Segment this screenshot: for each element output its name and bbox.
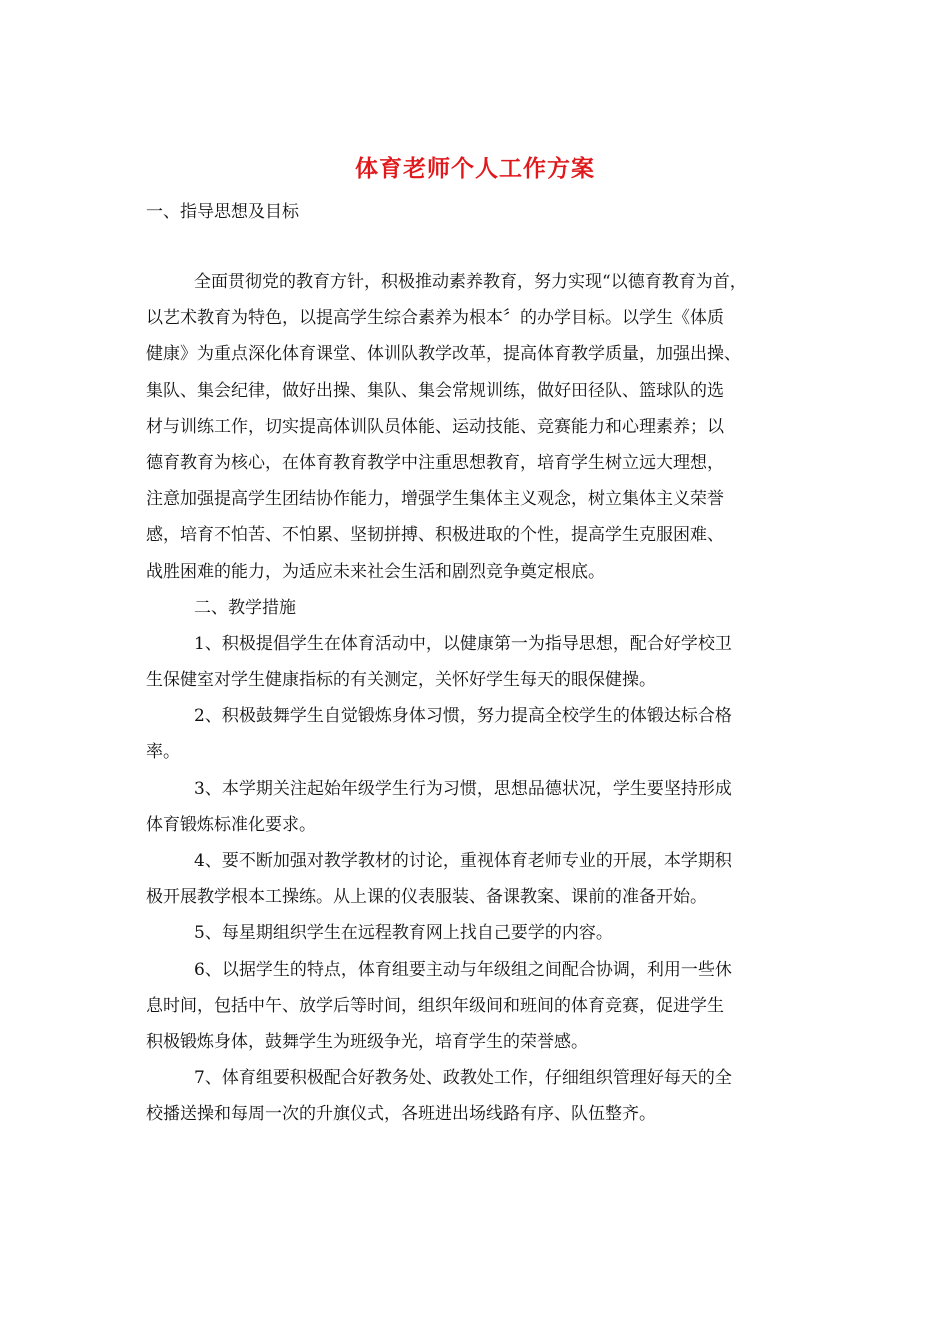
body-line: 息时间，包括中午、放学后等时间，组织年级间和班间的体育竞赛，促进学生: [146, 995, 724, 1016]
body-line: 校播送操和每周一次的升旗仪式，各班进出场线路有序、队伍整齐。: [146, 1104, 656, 1125]
body-line: 4、要不断加强对教学教材的讨论，重视体育老师专业的开展，本学期积: [194, 851, 732, 871]
body-line: 材与训练工作，切实提高体训队员体能、运动技能、竞赛能力和心理素养；以: [146, 416, 724, 437]
body-line: 积极锻炼身体，鼓舞学生为班级争光，培育学生的荣誉感。: [146, 1031, 588, 1052]
body-line: 全面贯彻党的教育方针，积极推动素养教育，努力实现“以德育教育为首，: [194, 272, 747, 292]
body-line: 1、积极提倡学生在体育活动中，以健康第一为指导思想，配合好学校卫: [194, 633, 732, 654]
body-line: 集队、集会纪律，做好出操、集队、集会常规训练，做好田径队、篮球队的选: [146, 380, 724, 401]
body-line: 德育教育为核心，在体育教育教学中注重思想教育，培育学生树立远大理想，: [146, 452, 724, 473]
body-line: 5、每星期组织学生在远程教育网上找自己要学的内容。: [194, 923, 613, 944]
body-line: 战胜困难的能力，为适应未来社会生活和剧烈竞争奠定根底。: [146, 561, 605, 582]
body-line: 感，培育不怕苦、不怕累、坚韧拼搏、积极进取的个性，提高学生克服困难、: [146, 525, 724, 546]
document-title: 体育老师个人工作方案: [355, 155, 595, 182]
body-line: 7、体育组要积极配合好教务处、政教处工作，仔细组织管理好每天的全: [194, 1068, 732, 1089]
body-line: 6、以据学生的特点，体育组要主动与年级组之间配合协调，利用一些休: [194, 959, 732, 980]
body-line: 以艺术教育为特色，以提高学生综合素养为根本〞的办学目标。以学生《体质: [146, 308, 724, 329]
document-body: [146, 264, 814, 1133]
body-line: 2、积极鼓舞学生自觉锻炼身体习惯，努力提高全校学生的体锻达标合格: [194, 706, 732, 727]
body-line: 健康》为重点深化体育课堂、体训队教学改革，提高体育教学质量，加强出操、: [146, 344, 741, 365]
body-line: 体育锻炼标准化要求。: [146, 814, 316, 835]
body-line: 率。: [146, 742, 180, 763]
section-heading-guiding-thoughts: 一、指导思想及目标: [146, 202, 299, 222]
body-line: 二、教学措施: [194, 597, 296, 618]
body-line: 生保健室对学生健康指标的有关测定，关怀好学生每天的眼保健操。: [146, 670, 656, 691]
body-line: 极开展教学根本工操练。从上课的仪表服装、备课教案、课前的准备开始。: [146, 887, 707, 908]
body-line: 3、本学期关注起始年级学生行为习惯，思想品德状况，学生要坚持形成: [194, 778, 732, 799]
body-line: 注意加强提高学生团结协作能力，增强学生集体主义观念，树立集体主义荣誉: [146, 489, 724, 510]
